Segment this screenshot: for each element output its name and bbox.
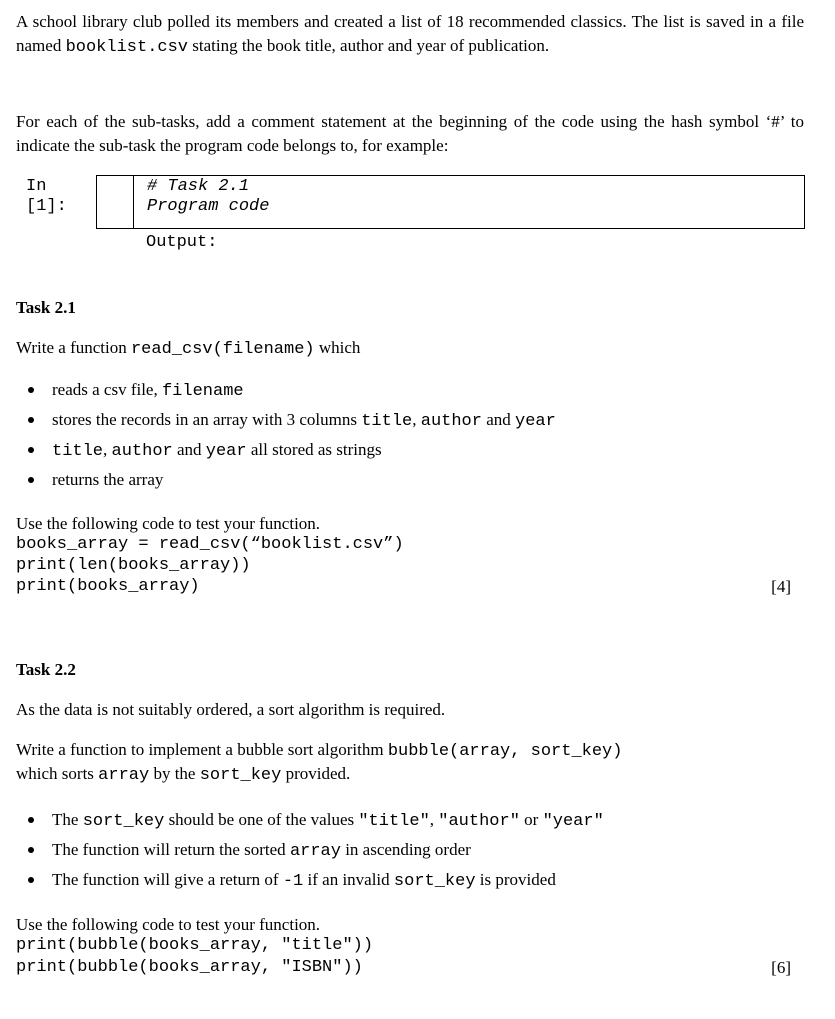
bullet-dot (28, 450, 36, 458)
bullet-dot (28, 420, 36, 428)
task-2-2-test-intro: Use the following code to test your function. (16, 915, 321, 934)
task-2-1-bullet-1 (52, 379, 244, 403)
intro-paragraph-1 (16, 10, 804, 60)
code: "author" (438, 812, 520, 831)
code: sort_key (199, 766, 282, 785)
cell-prompt-number: [1]: (26, 197, 67, 216)
cell-prompt-in: In (26, 177, 47, 196)
filename-code: booklist.csv (65, 38, 188, 57)
task-2-1-code-line-3: print(books_array) (16, 577, 200, 596)
task-2-2-paragraph-2 (16, 740, 622, 762)
text: reads a csv file, (52, 380, 162, 399)
text: all stored as strings (246, 440, 382, 459)
code: title (52, 442, 104, 461)
task-2-2-heading: Task 2.2 (16, 660, 76, 679)
task-2-1-bullet-2 (52, 409, 556, 433)
text: which sorts (16, 764, 99, 783)
text: should be one of the values (164, 810, 359, 829)
code: filename (161, 382, 244, 401)
code: title (361, 412, 413, 431)
function-signature: read_csv(filename) (130, 340, 315, 359)
task-2-2-bullet-1 (52, 809, 604, 833)
code: author (420, 412, 482, 431)
text: in ascending order (340, 840, 471, 859)
code: -1 (282, 872, 304, 891)
cell-code-comment: # Task 2.1 (147, 177, 250, 196)
text: provided. (281, 764, 351, 783)
text: which (314, 338, 361, 357)
text: The function will return the sorted (52, 840, 290, 859)
task-2-1-code-line-1: books_array = read_csv(“booklist.csv”) (16, 535, 404, 554)
text: The (52, 810, 83, 829)
code: author (111, 442, 173, 461)
task-2-1-marks: [4] (771, 577, 791, 596)
text: by the (149, 764, 200, 783)
cell-code-box (133, 175, 805, 229)
task-2-1-bullet-3 (52, 439, 382, 463)
cell-gutter (96, 175, 133, 229)
bullet-dot (28, 880, 36, 888)
text: if an invalid (303, 870, 394, 889)
task-2-1-bullet-4: returns the array (52, 470, 164, 489)
task-2-2-bullet-3 (52, 869, 556, 893)
task-2-2-bullet-2 (52, 839, 471, 863)
code: "title" (358, 812, 430, 831)
bullet-dot (28, 820, 36, 828)
text: Write a function to implement a bubble sort algorithm (16, 740, 388, 759)
intro-text-end: stating the book title, author and year of publication. (188, 36, 550, 55)
code: array (289, 842, 341, 861)
bullet-dot (28, 850, 36, 858)
text: , (429, 810, 439, 829)
text: is provided (475, 870, 556, 889)
text: Write a function (16, 338, 131, 357)
task-2-2-code-line-2: print(bubble(books_array, "ISBN")) (16, 958, 363, 977)
code: year (205, 442, 247, 461)
bullet-dot (28, 390, 36, 398)
task-2-1-intro (16, 338, 360, 360)
text: and (481, 410, 516, 429)
task-2-2-paragraph-1: As the data is not suitably ordered, a sort algorithm is required. (16, 700, 446, 719)
task-2-1-heading: Task 2.1 (16, 298, 76, 317)
text: stores the records in an array with 3 columns (52, 410, 362, 429)
code: array (98, 766, 150, 785)
code: "year" (542, 812, 604, 831)
function-signature: bubble(array, sort_key) (387, 742, 623, 761)
text: and (172, 440, 206, 459)
text: or (519, 810, 543, 829)
code: sort_key (393, 872, 476, 891)
text: , (412, 410, 421, 429)
code: year (515, 412, 556, 431)
task-2-2-code-line-1: print(bubble(books_array, "title")) (16, 936, 374, 955)
task-2-1-test-intro: Use the following code to test your function. (16, 514, 321, 533)
text: , (103, 440, 112, 459)
bullet-dot (28, 480, 36, 488)
task-2-2-marks: [6] (771, 958, 791, 977)
task-2-1-code-line-2: print(len(books_array)) (16, 556, 251, 575)
task-2-2-paragraph-3 (16, 764, 350, 786)
cell-output-label: Output: (146, 233, 218, 252)
intro-paragraph-2: For each of the sub-tasks, add a comment statement at the beginning of the code using the hash symbol ‘#’ to indicate the sub-task the program code belongs to, for example: (16, 112, 804, 155)
text: The function will give a return of (52, 870, 283, 889)
code: sort_key (82, 812, 165, 831)
cell-code-body: Program code (147, 197, 270, 216)
intro-text: A school library club polled its members and created a list of 18 recommended classics. The list is saved in a file named (16, 12, 804, 55)
